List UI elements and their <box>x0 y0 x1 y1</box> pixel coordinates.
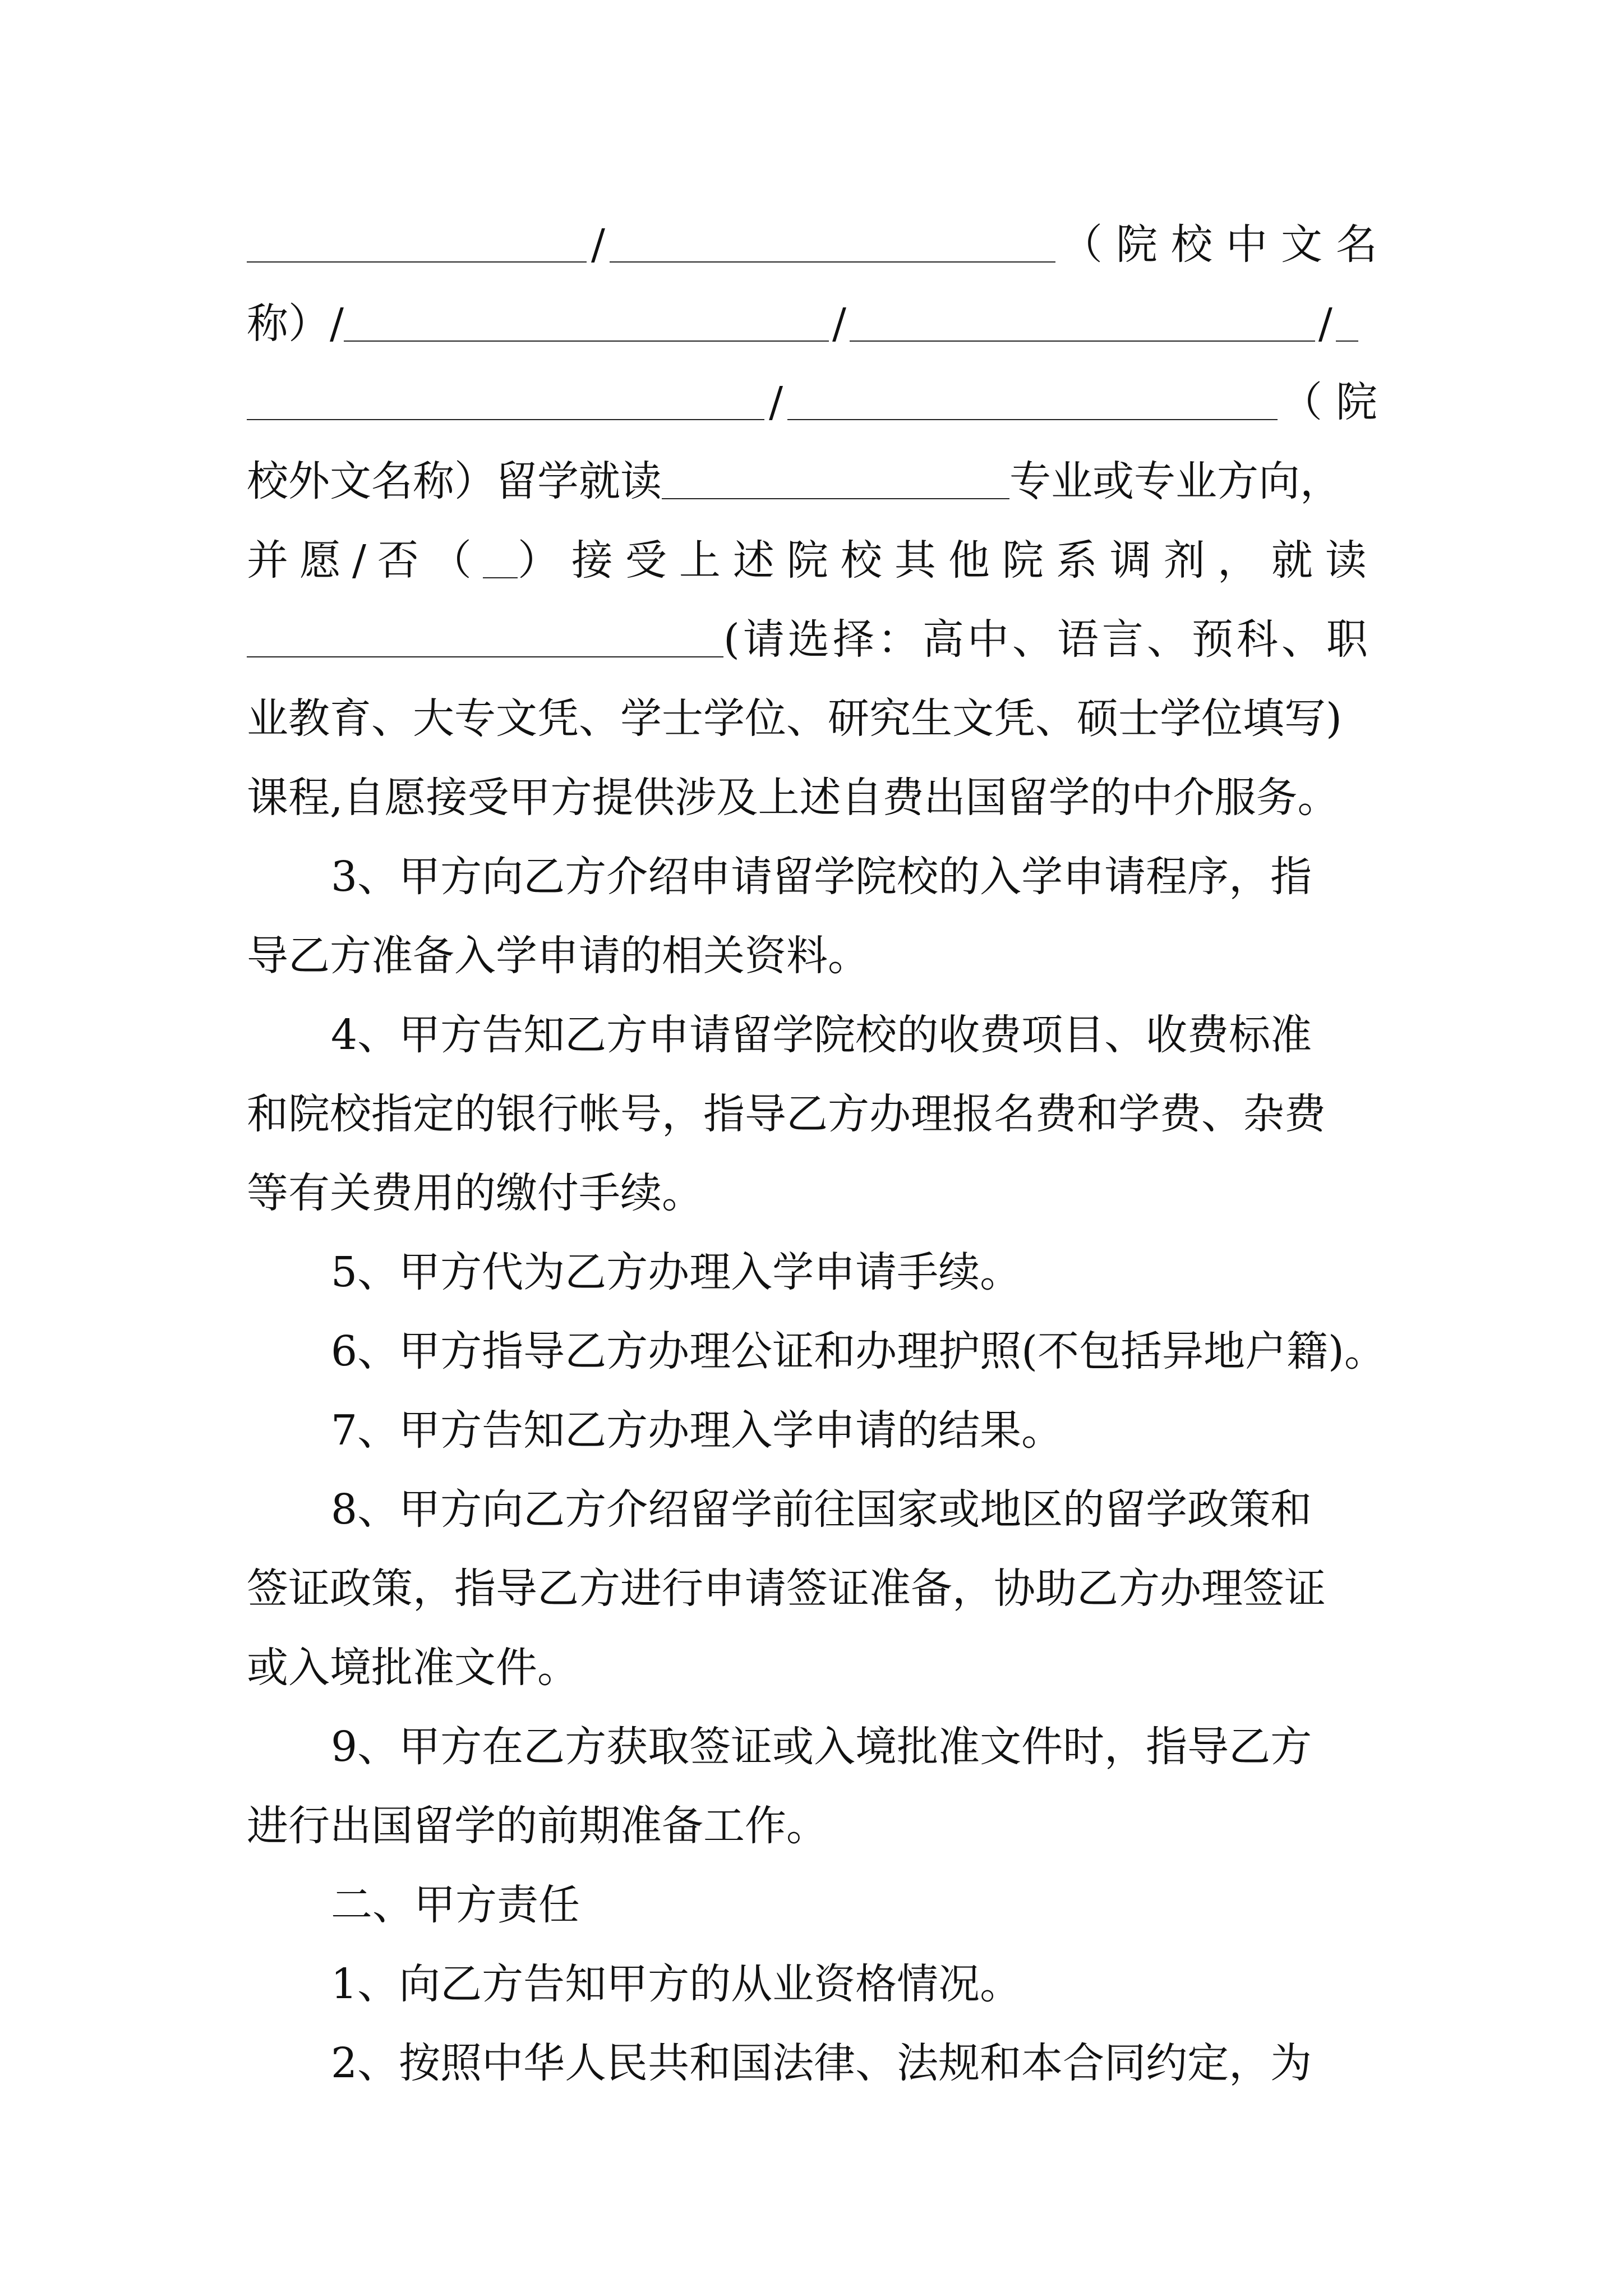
paragraph-item-9-cont <box>247 1787 1391 1865</box>
paragraph-text: 签证政策，指导乙方进行申请签证准备，协助乙方办理签证 <box>247 1565 1326 1613</box>
fill-blank-willing[interactable] <box>483 538 518 578</box>
paragraph-item-4-cont <box>247 1154 1391 1232</box>
text-line <box>247 680 1391 757</box>
section-item-2 <box>247 2024 1391 2102</box>
separator: / <box>1318 300 1332 348</box>
separator: / <box>591 220 605 269</box>
fill-blank-course[interactable] <box>247 617 723 657</box>
separator: / <box>832 300 846 348</box>
fill-blank[interactable] <box>1336 301 1358 342</box>
paragraph-text: 和院校指定的银行帐号，指导乙方办理报名费和学费、杂费 <box>247 1090 1326 1138</box>
form-line-2 <box>247 285 1391 362</box>
paragraph-text: 等有关费用的缴付手续。 <box>247 1169 703 1217</box>
section-heading <box>247 1866 1391 1944</box>
paragraph-item-8-cont <box>247 1550 1391 1627</box>
paragraph-text: 3、甲方向乙方介绍申请留学院校的入学申请程序，指 <box>331 853 1312 901</box>
paragraph-item-5 <box>247 1234 1391 1311</box>
paragraph-item-8-cont <box>247 1629 1391 1706</box>
label-accept-adjust: ）接受上述院校其他院系调剂，就读 <box>517 536 1379 585</box>
paragraph-text: 9、甲方在乙方获取签证或入境批准文件时，指导乙方 <box>331 1723 1312 1771</box>
form-line-6 <box>247 601 1391 678</box>
section-title: 二、甲方责任 <box>331 1881 580 1929</box>
label-name-end: 称）/ <box>247 300 344 348</box>
paragraph-text: 2、按照中华人民共和国法律、法规和本合同约定，为 <box>331 2039 1312 2087</box>
fill-blank[interactable] <box>247 222 587 263</box>
fill-blank[interactable] <box>344 301 829 342</box>
label-school-chinese-name: （院校中文名 <box>1061 220 1391 269</box>
paragraph-text: 5、甲方代为乙方办理入学申请手续。 <box>331 1248 1022 1296</box>
form-line-4 <box>247 443 1391 520</box>
form-line-1 <box>247 206 1391 283</box>
label-major-direction: 专业或专业方向， <box>1009 457 1341 505</box>
paragraph-item-8 <box>247 1471 1391 1548</box>
text-line <box>247 759 1391 836</box>
label-study-major: 校外文名称）留学就读 <box>247 457 662 505</box>
section-item-1 <box>247 1945 1391 2023</box>
paragraph-text: 或入境批准文件。 <box>247 1644 579 1692</box>
fill-blank[interactable] <box>850 301 1315 342</box>
paragraph-text: 进行出国留学的前期准备工作。 <box>247 1802 828 1850</box>
fill-blank[interactable] <box>247 380 764 420</box>
label-choose-course: (请选择：高中、语言、预科、职 <box>723 615 1371 664</box>
fill-blank[interactable] <box>610 222 1055 263</box>
paragraph-item-4 <box>247 996 1391 1074</box>
course-agreement: 课程,自愿接受甲方提供涉及上述自费出国留学的中介服务。 <box>247 774 1339 822</box>
paragraph-item-7 <box>247 1392 1391 1469</box>
label-school-foreign: （院 <box>1281 378 1391 426</box>
paragraph-text: 导乙方准备入学申请的相关资料。 <box>247 932 869 980</box>
form-line-5 <box>247 522 1391 599</box>
fill-blank[interactable] <box>787 380 1278 420</box>
paragraph-text: 4、甲方告知乙方申请留学院校的收费项目、收费标准 <box>331 1011 1312 1059</box>
label-willing: 并愿/否（ <box>247 536 483 585</box>
paragraph-text: 1、向乙方告知甲方的从业资格情况。 <box>331 1960 1022 2008</box>
paragraph-text: 6、甲方指导乙方办理公证和办理护照(不包括异地户籍)。 <box>331 1327 1386 1375</box>
paragraph-item-3-cont <box>247 917 1391 995</box>
paragraph-item-3 <box>247 838 1391 915</box>
separator: / <box>769 378 783 426</box>
form-line-3 <box>247 364 1391 441</box>
paragraph-item-9 <box>247 1708 1391 1786</box>
fill-blank-major[interactable] <box>662 459 1009 499</box>
paragraph-item-6 <box>247 1313 1391 1390</box>
paragraph-text: 7、甲方告知乙方办理入学申请的结果。 <box>331 1406 1063 1455</box>
course-options: 业教育、大专文凭、学士学位、研究生文凭、硕士学位填写) <box>247 694 1342 743</box>
paragraph-text: 8、甲方向乙方介绍留学前往国家或地区的留学政策和 <box>331 1485 1312 1534</box>
paragraph-item-4-cont <box>247 1075 1391 1153</box>
